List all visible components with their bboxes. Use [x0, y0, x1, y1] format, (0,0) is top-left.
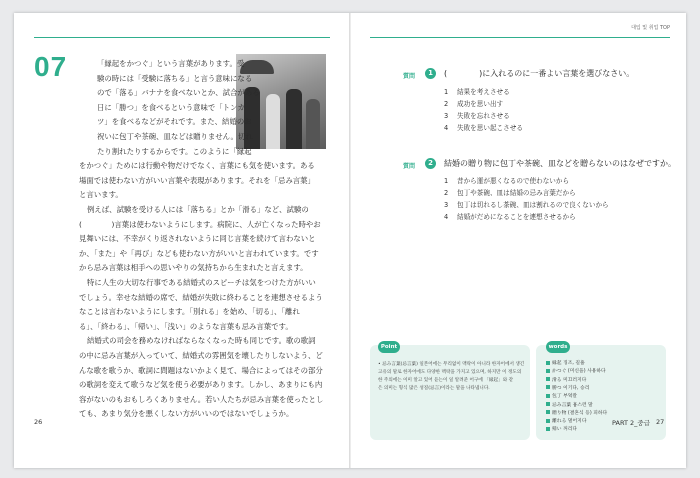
body-line: から忌み言葉は相手への思いやりの気持ちから生まれたと言えます。 — [79, 263, 308, 273]
vocab-text: 忌み言葉 흉스런 말 — [552, 402, 593, 408]
body-line: をかつぐ」ためには行動や物だけでなく、言葉にも気を使います。ある — [79, 161, 315, 171]
question-number: 1 — [425, 68, 436, 79]
body-line: 例えば、試験を受ける人には「落ちる」とか「滑る」など、試験の — [87, 205, 309, 214]
vocab-item — [546, 359, 585, 366]
vocab-text: 帰い 꺼리다 — [552, 427, 578, 433]
point-box — [370, 345, 530, 440]
vocab-text: 勝つ 이기다, 승리 — [552, 385, 590, 391]
checkbox-icon — [546, 427, 550, 431]
answer-option[interactable] — [444, 175, 569, 185]
option-text: 失敗を思い起こさせる — [457, 124, 523, 132]
book-spread — [14, 13, 686, 468]
words-badge: words — [546, 341, 570, 353]
answer-option[interactable] — [444, 86, 510, 96]
option-text: 結果を考えさせる — [457, 88, 510, 96]
page-number: 26 — [34, 418, 43, 426]
option-text: 結婚がだめになることを連想させるから — [457, 213, 576, 221]
body-line: 祝いに包丁や茶碗、皿などは贈りません。切れ — [97, 132, 253, 141]
answer-option[interactable] — [444, 199, 609, 209]
body-line: 結婚式の司会を務めなければならなくなった時も同じです。歌の歌詞 — [87, 336, 316, 346]
top-rule — [34, 37, 330, 38]
vocab-text: 縁起 징조, 길흉 — [552, 361, 585, 366]
answer-option[interactable] — [444, 122, 523, 132]
checkbox-icon — [546, 377, 550, 381]
photo-figure — [286, 89, 302, 149]
body-line: でしょう。幸せな結婚の席で、結婚が失敗に終わることを連想させるよう — [79, 292, 323, 302]
body-line: の歌詞を変えて歌うなど気を使う必要があります。しかし、あまりにも内 — [79, 380, 323, 390]
option-number: 1 — [444, 177, 449, 185]
vocab-text: 贈り物 (결혼식 등) 피하다 — [552, 410, 608, 416]
question-number: 2 — [425, 158, 436, 169]
body-line: たり割れたりするからです。このように「縁起 — [97, 146, 252, 156]
checkbox-icon — [546, 402, 550, 406]
option-number: 4 — [444, 213, 449, 221]
body-line: 容がないのもおもしろくありません。若い人たちが忌み言葉を使ったとし — [79, 394, 324, 404]
checkbox-icon — [546, 385, 550, 389]
body-line: 特に人生の大切な行事である結婚式のスピーチは気をつけた方がいい — [87, 278, 316, 287]
checkbox-icon — [546, 419, 550, 423]
vocab-text: 滑る 미끄러지다 — [552, 377, 587, 383]
option-text: 昔から運が悪くなるので使わないから — [457, 177, 570, 185]
vocab-item — [546, 376, 586, 383]
point-line: 고유의 말로 한자어에도 다양한 맥락을 가지고 있으며, 하지만 이 정도의 — [378, 370, 522, 375]
option-number: 2 — [444, 189, 449, 197]
vocab-item — [546, 367, 606, 374]
body-line: んな歌を歌うか、歌詞に問題はないかよく見て、場合によってはその部分 — [79, 365, 323, 375]
answer-option[interactable] — [444, 110, 510, 120]
body-line: る」、「終わる」、「帰い」、「浅い」のような言葉も忌み言葉です。 — [79, 321, 293, 331]
body-line: ても、あまり気分を悪くしない方がいいのではないでしょうか。 — [79, 409, 294, 419]
answer-option[interactable] — [444, 187, 576, 197]
photo-figure — [266, 94, 280, 149]
question-label: 質問 — [403, 163, 416, 170]
vocab-text: 包丁 부엌칼 — [552, 394, 578, 400]
option-number: 4 — [444, 124, 449, 132]
chapter-number: 07 — [34, 51, 68, 82]
body-line: 場面では使わない方がいい言葉や表現があります。それを「忌み言葉」 — [79, 175, 315, 185]
option-text: 包丁は切れるし茶碗、皿は割れるので良くないから — [457, 201, 609, 209]
option-number: 2 — [444, 100, 449, 108]
header-tag: 대입 및 취업 TOP — [631, 25, 670, 31]
vocab-item — [546, 409, 607, 416]
option-number: 3 — [444, 112, 449, 120]
answer-option[interactable] — [444, 98, 503, 108]
right-page — [350, 13, 686, 468]
answer-option[interactable] — [444, 211, 576, 221]
page-number: 27 — [656, 418, 665, 426]
vocab-item — [546, 392, 577, 399]
question-text: 結婚の贈り物に包丁や茶碗、皿などを贈らないのはなぜですか。 — [444, 159, 676, 168]
checkbox-icon — [546, 361, 550, 365]
question-label: 質問 — [403, 73, 416, 80]
option-text: 成功を思い出す — [457, 100, 504, 108]
body-line: 見舞いには、不幸がくり返されないように同じ言葉を続けて言わないと — [79, 234, 316, 244]
option-number: 3 — [444, 201, 449, 209]
vocab-item — [546, 417, 586, 424]
body-line: か、「また」や「再び」なども使わない方がいいと言われています。です — [79, 248, 319, 258]
point-line: 은 의미는 형식 많은 성질(忌言)이라는 말을 나타냅니다. — [378, 386, 490, 391]
option-text: 失敗を忘れさせる — [457, 112, 510, 120]
page-footer: PART 2_중급 — [612, 419, 650, 427]
point-line: • 忌み言葉(忌言葉) 일본어에는 무리없이 맥락이 아니라 한자어에서 생긴 — [378, 362, 525, 367]
vocab-text: かつぐ (미신을) 사용하다 — [552, 369, 606, 375]
checkbox-icon — [546, 369, 550, 373]
vocab-text: 離れる 멀어지다 — [552, 419, 587, 425]
body-line: なことは言わないようにします。「別れる」を始め、「切る」、「離れ — [79, 307, 300, 317]
point-badge: Point — [378, 341, 400, 353]
body-line: 「縁起をかつぐ」という言葉があります。受 — [97, 59, 245, 68]
body-line: ツ」を食べるなどがそれです。また、結婚のお — [97, 117, 252, 127]
body-line: と言います。 — [79, 190, 123, 200]
body-line: 験の時には「受験に落ちる」と言う意味になる — [97, 73, 253, 83]
vocab-item — [546, 401, 593, 408]
point-line: 한 주의에는 이미 알고 있어 듣는이 일 알려준 어구에 「縁起」와 같 — [378, 378, 514, 383]
left-page — [14, 13, 350, 468]
vocab-item — [546, 384, 589, 391]
vocab-item — [546, 425, 577, 432]
body-line: 日に「勝つ」を食べるという意味で「トンカ — [97, 102, 245, 112]
checkbox-icon — [546, 410, 550, 414]
body-line: ( )言葉は使わないようにします。病院に、人が亡くなった時やお — [79, 219, 321, 229]
body-line: の中に忌み言葉が入っていて、結婚式の雰囲気を壊したりしないよう、ど — [79, 351, 323, 360]
question-text: ( )に入れるのに一番よい言葉を選びなさい。 — [444, 69, 635, 78]
body-line: ので「落る」バナナを食べないとか、試合がある — [97, 88, 260, 98]
option-number: 1 — [444, 88, 449, 96]
top-rule — [370, 37, 670, 38]
option-text: 包丁や茶碗、皿は結婚の忌み言葉だから — [457, 189, 576, 197]
checkbox-icon — [546, 394, 550, 398]
photo-figure — [306, 99, 320, 149]
